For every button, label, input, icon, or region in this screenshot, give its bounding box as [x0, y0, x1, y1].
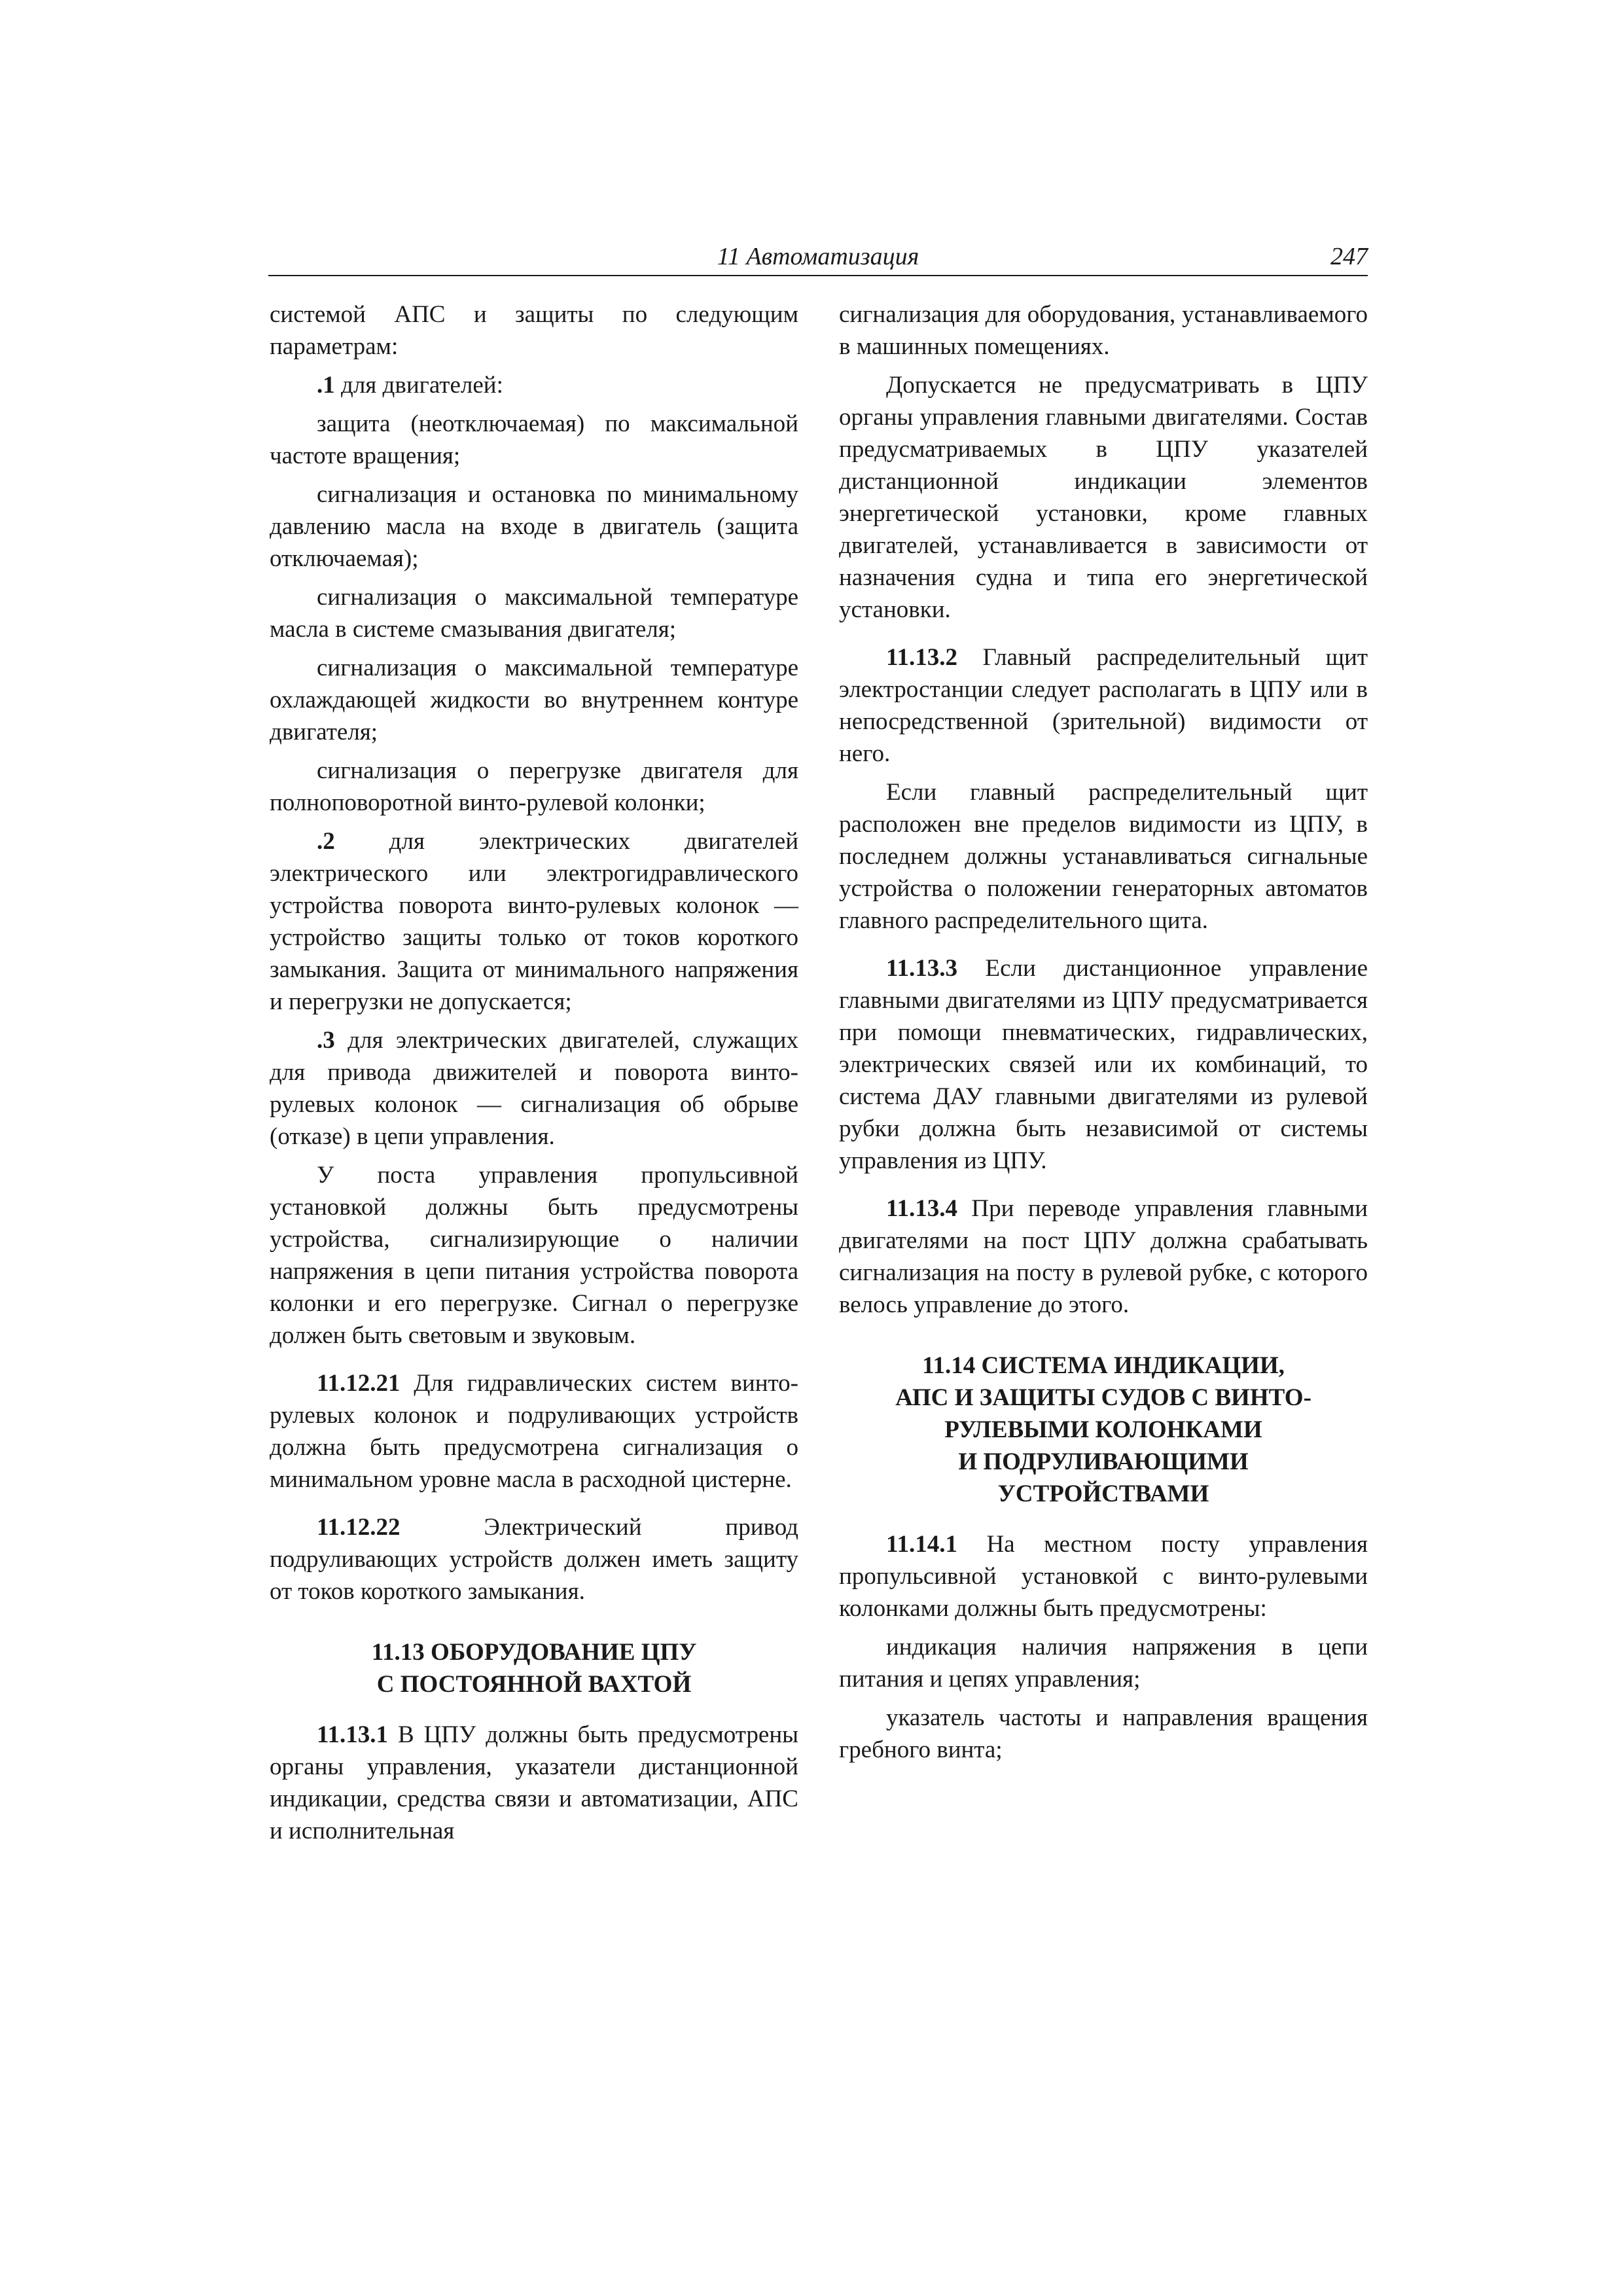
heading-line: РУЛЕВЫМИ КОЛОНКАМИ	[944, 1416, 1262, 1443]
paragraph: сигнализация для оборудования, устанавливаемого в машинных помещениях.	[839, 301, 1368, 360]
section-11-14-1	[839, 1528, 1368, 1624]
list-item	[270, 369, 798, 401]
section-number: 11.13.3	[886, 955, 957, 982]
list-item: защита (неотключаемая) по максимальной частоте вращения;	[270, 410, 798, 469]
item-number: .2	[317, 828, 335, 855]
list-item: сигнализация и остановка по минимальному давлению масла на входе в двигатель (защита отключаемая);	[270, 481, 798, 572]
item-number: .3	[317, 1027, 335, 1054]
paragraph: системой АПС и защиты по следующим параметрам:	[270, 301, 798, 360]
item-text: для двигателей:	[334, 372, 503, 399]
section-text: При переводе управления главными двигателями на пост ЦПУ должна срабатывать сигнализация на посту в рулевой рубке, с которого велось управление до этого.	[839, 1195, 1368, 1318]
list-item	[270, 1024, 798, 1153]
item-text: для электрических двигателей электрического или электрогидравлического устройства поворота винто-рулевых колонок — устройство защиты только от токов короткого замыкания. Защита от минимального напряжения и перегрузки не допускается;	[270, 828, 798, 1015]
section-11-12-22	[270, 1511, 798, 1607]
section-text: Электрический привод подруливающих устройств должен иметь защиту от токов короткого замыкания.	[270, 1514, 798, 1605]
heading-line: И ПОДРУЛИВАЮЩИМИ	[958, 1448, 1249, 1475]
section-text: Главный распределительный щит электростанции следует располагать в ЦПУ или в непосредственной (зрительной) видимости от него.	[839, 644, 1368, 767]
heading-line: УСТРОЙСТВАМИ	[997, 1480, 1209, 1507]
heading-line: 11.13 ОБОРУДОВАНИЕ ЦПУ	[371, 1639, 697, 1666]
header-title: 11 Автоматизация	[717, 243, 919, 270]
heading-line: С ПОСТОЯННОЙ ВАХТОЙ	[376, 1671, 692, 1698]
section-11-13-1	[270, 1719, 798, 1847]
section-heading-11-14	[839, 1350, 1368, 1510]
item-number: .1	[317, 372, 335, 399]
left-column	[270, 298, 798, 1854]
list-item: индикация наличия напряжения в цепи питания и цепях управления;	[839, 1634, 1368, 1693]
section-number: 11.13.2	[886, 644, 957, 671]
section-text: Для гидравлических систем винто-рулевых колонок и подруливающих устройств должна быть предусмотрена сигнализация о минимальном уровне масла в расходной цистерне.	[270, 1370, 798, 1493]
header-rule	[268, 275, 1368, 276]
section-number: 11.13.1	[317, 1721, 388, 1748]
section-number: 11.12.21	[317, 1370, 401, 1397]
paragraph: Если главный распределительный щит расположен вне пределов видимости из ЦПУ, в последнем должны устанавливаться сигнальные устройства о положении генераторных автоматов главного распределительного щита.	[839, 779, 1368, 934]
heading-line: 11.14 СИСТЕМА ИНДИКАЦИИ,	[922, 1352, 1285, 1379]
item-text: для электрических двигателей, служащих для привода движителей и поворота винто-рулевых колонок — сигнализация об обрыве (отказе) в цепи управления.	[270, 1027, 798, 1150]
section-text: В ЦПУ должны быть предусмотрены органы управления, указатели дистанционной индикации, средства связи и автоматизации, АПС и исполнительная	[270, 1721, 798, 1844]
paragraph: Допускается не предусматривать в ЦПУ органы управления главными двигателями. Состав предусматриваемых в ЦПУ указателей дистанционной индикации элементов энергетической установки, кроме главных двигателей, устанавливается в зависимости от назначения судна и типа его энергетической установки.	[839, 372, 1368, 623]
section-number: 11.14.1	[886, 1531, 957, 1558]
running-header	[268, 240, 1368, 274]
section-number: 11.13.4	[886, 1195, 957, 1222]
list-item: сигнализация о максимальной температуре охлаждающей жидкости во внутреннем контуре двигателя;	[270, 655, 798, 745]
paragraph: У поста управления пропульсивной установкой должны быть предусмотрены устройства, сигнализирующие о наличии напряжения в цепи питания устройства поворота колонки и его перегрузке. Сигнал о перегрузке должен быть световым и звуковым.	[270, 1162, 798, 1349]
section-11-13-3	[839, 952, 1368, 1177]
section-number: 11.12.22	[317, 1514, 401, 1541]
right-column	[839, 298, 1368, 1772]
page-number: 247	[1330, 243, 1368, 270]
section-heading-11-13	[270, 1636, 798, 1700]
list-item: сигнализация о максимальной температуре масла в системе смазывания двигателя;	[270, 584, 798, 643]
section-text: Если дистанционное управление главными двигателями из ЦПУ предусматривается при помощи пневматических, гидравлических, электрических связей или их комбинаций, то система ДАУ главными двигателями из рулевой рубки должна быть независимой от системы управления из ЦПУ.	[839, 955, 1368, 1174]
list-item: указатель частоты и направления вращения гребного винта;	[839, 1704, 1368, 1763]
section-11-13-4	[839, 1193, 1368, 1321]
heading-line: АПС И ЗАЩИТЫ СУДОВ С ВИНТО-	[895, 1384, 1311, 1411]
section-text: На местном посту управления пропульсивной установкой с винто-рулевыми колонками должны быть предусмотрены:	[839, 1531, 1368, 1622]
section-11-12-21	[270, 1367, 798, 1496]
section-11-13-2	[839, 641, 1368, 770]
list-item	[270, 825, 798, 1018]
list-item: сигнализация о перегрузке двигателя для полноповоротной винто-рулевой колонки;	[270, 757, 798, 816]
